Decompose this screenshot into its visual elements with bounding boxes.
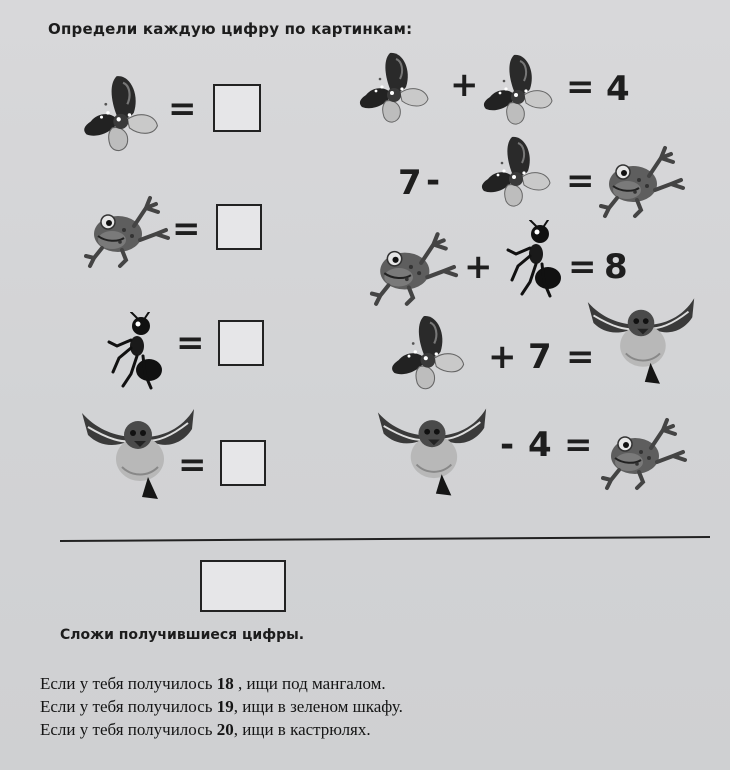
frog-icon <box>84 190 170 272</box>
flower-icon <box>480 50 560 132</box>
equals-sign: = <box>176 323 205 363</box>
flower-icon <box>388 312 472 396</box>
hint-prefix: Если у тебя получилось <box>40 697 217 716</box>
eq1-result: 4 <box>606 69 630 109</box>
flower-icon <box>80 72 166 158</box>
eq4-number: 7 <box>528 337 552 377</box>
hint-prefix: Если у тебя получилось <box>40 720 217 739</box>
eq3-result: 8 <box>604 247 628 287</box>
flower-icon <box>356 48 436 130</box>
answer-box-ant[interactable] <box>218 320 264 366</box>
equals-sign: = <box>568 247 597 287</box>
ant-icon <box>500 220 570 300</box>
equals-sign: = <box>566 161 595 201</box>
plus-sign: + <box>488 337 517 377</box>
equals-sign: = <box>566 337 595 377</box>
sum-instruction: Сложи получившиеся цифры. <box>60 627 305 643</box>
equals-sign: = <box>172 209 201 249</box>
plus-sign: + <box>464 247 493 287</box>
equals-sign: = <box>178 445 207 485</box>
hint-suffix: , ищи в кастрюлях. <box>233 720 371 739</box>
ant-icon <box>98 312 174 392</box>
answer-box-bird[interactable] <box>220 440 266 486</box>
frog-icon <box>596 140 688 222</box>
answer-box-flower[interactable] <box>213 84 261 132</box>
equals-sign: = <box>564 425 593 465</box>
hint-number: 18 <box>216 674 234 693</box>
eq5-number: 4 <box>528 425 552 465</box>
plus-sign: + <box>450 65 479 105</box>
hint-number: 19 <box>216 697 234 716</box>
hint-number: 20 <box>216 720 234 739</box>
sum-answer-box[interactable] <box>200 560 286 612</box>
divider-line <box>60 536 710 542</box>
eq2-number: 7 <box>398 163 422 203</box>
hint-line <box>40 697 403 717</box>
frog-icon <box>368 226 460 310</box>
worksheet-title: Определи каждую цифру по картинкам: <box>48 20 413 38</box>
minus-sign: - <box>500 425 515 465</box>
frog-icon <box>598 412 690 494</box>
hint-suffix: , ищи в зеленом шкафу. <box>233 697 403 716</box>
equals-sign: = <box>566 67 595 107</box>
hint-suffix: , ищи под мангалом. <box>233 674 386 693</box>
hint-prefix: Если у тебя получилось <box>40 674 217 693</box>
bird-icon <box>374 406 490 500</box>
hint-line <box>40 720 371 740</box>
answer-box-frog[interactable] <box>216 204 262 250</box>
flower-icon <box>478 132 558 214</box>
minus-sign: - <box>426 161 441 201</box>
bird-icon <box>584 296 698 388</box>
equals-sign: = <box>168 89 197 129</box>
hint-line <box>40 674 386 694</box>
